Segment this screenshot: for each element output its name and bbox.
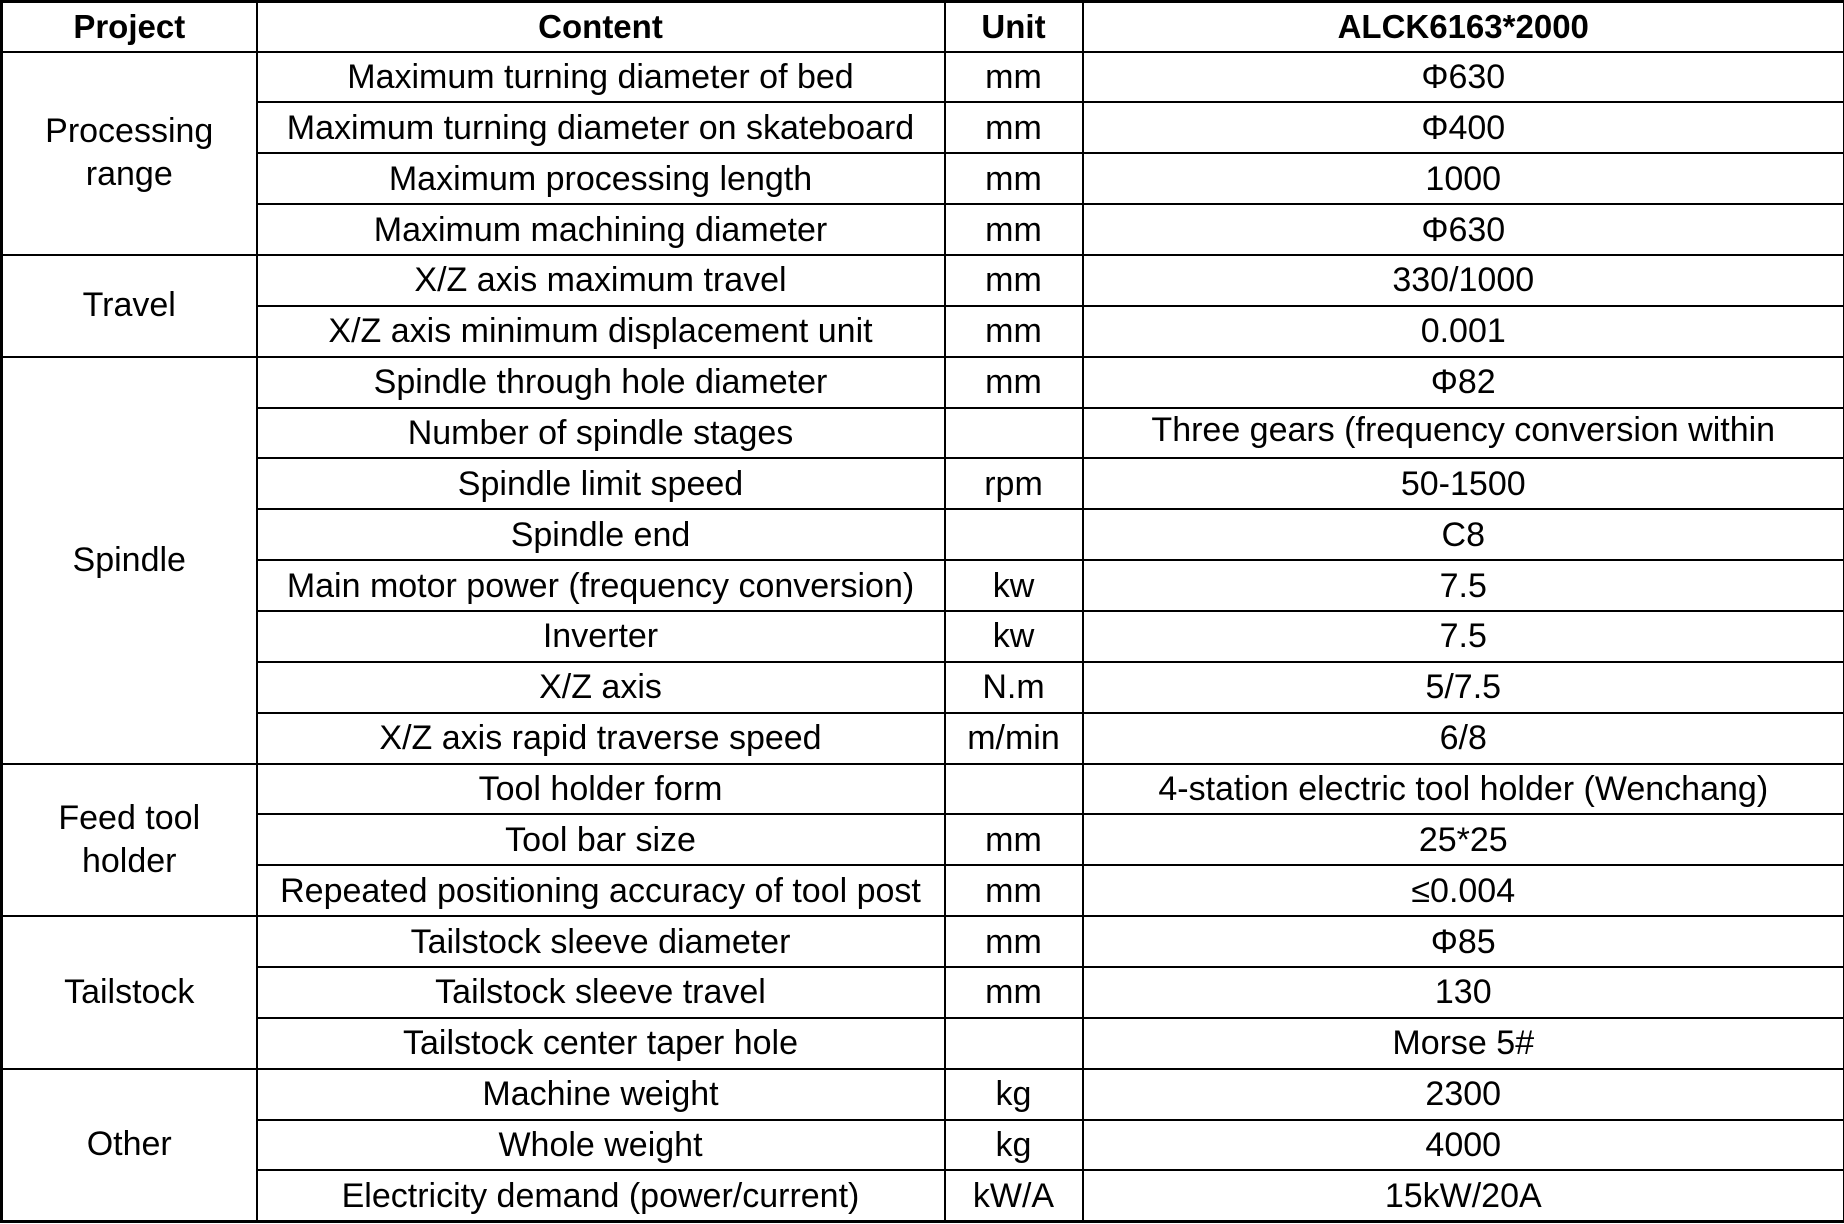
table-row	[2, 967, 1844, 1018]
content-cell: Machine weight	[257, 1069, 945, 1120]
table-row	[2, 764, 1844, 815]
unit-cell: mm	[945, 255, 1083, 306]
unit-cell: kW/A	[945, 1170, 1083, 1221]
content-cell: Number of spindle stages	[257, 408, 945, 459]
content-cell: Maximum processing length	[257, 153, 945, 204]
value-cell: C8	[1083, 509, 1844, 560]
unit-cell: mm	[945, 52, 1083, 103]
value-cell: 0.001	[1083, 306, 1844, 357]
unit-cell	[945, 764, 1083, 815]
spec-body	[2, 52, 1844, 1222]
unit-cell: kg	[945, 1120, 1083, 1171]
table-row	[2, 408, 1844, 459]
table-row	[2, 865, 1844, 916]
header-project: Project	[2, 2, 257, 52]
unit-cell: mm	[945, 967, 1083, 1018]
value-cell: 25*25	[1083, 814, 1844, 865]
unit-cell	[945, 408, 1083, 459]
header-row	[2, 2, 1844, 52]
unit-cell: mm	[945, 814, 1083, 865]
value-cell: Φ85	[1083, 916, 1844, 967]
value-cell: Φ400	[1083, 102, 1844, 153]
table-row	[2, 1069, 1844, 1120]
content-cell: Maximum turning diameter on skateboard	[257, 102, 945, 153]
unit-cell: kw	[945, 560, 1083, 611]
content-cell: Tool holder form	[257, 764, 945, 815]
table-row	[2, 102, 1844, 153]
value-cell: Φ630	[1083, 204, 1844, 255]
unit-cell: kw	[945, 611, 1083, 662]
table-row	[2, 916, 1844, 967]
content-cell: Maximum turning diameter of bed	[257, 52, 945, 103]
content-cell: Electricity demand (power/current)	[257, 1170, 945, 1221]
value-cell: 330/1000	[1083, 255, 1844, 306]
table-row	[2, 52, 1844, 103]
value-cell: 4-station electric tool holder (Wenchang)	[1083, 764, 1844, 815]
value-cell: 7.5	[1083, 560, 1844, 611]
content-cell: Maximum machining diameter	[257, 204, 945, 255]
table-row	[2, 255, 1844, 306]
unit-cell: mm	[945, 865, 1083, 916]
content-cell: Repeated positioning accuracy of tool post	[257, 865, 945, 916]
content-cell: Tailstock sleeve travel	[257, 967, 945, 1018]
content-cell: Spindle limit speed	[257, 458, 945, 509]
table-row	[2, 814, 1844, 865]
unit-cell: rpm	[945, 458, 1083, 509]
unit-cell: m/min	[945, 713, 1083, 764]
unit-cell: N.m	[945, 662, 1083, 713]
content-cell: X/Z axis maximum travel	[257, 255, 945, 306]
table-row	[2, 1018, 1844, 1069]
table-row	[2, 357, 1844, 408]
unit-cell: mm	[945, 153, 1083, 204]
value-cell: Three gears (frequency conversion within	[1083, 408, 1844, 459]
value-cell: 2300	[1083, 1069, 1844, 1120]
value-cell: Φ82	[1083, 357, 1844, 408]
project-cell: Travel	[2, 255, 257, 357]
table-row	[2, 662, 1844, 713]
project-cell: Tailstock	[2, 916, 257, 1069]
table-row	[2, 204, 1844, 255]
value-cell: Morse 5#	[1083, 1018, 1844, 1069]
table-row	[2, 611, 1844, 662]
value-cell: 5/7.5	[1083, 662, 1844, 713]
unit-cell: kg	[945, 1069, 1083, 1120]
value-cell: ≤0.004	[1083, 865, 1844, 916]
unit-cell: mm	[945, 204, 1083, 255]
header-model: ALCK6163*2000	[1083, 2, 1844, 52]
content-cell: Spindle end	[257, 509, 945, 560]
content-cell: Tailstock sleeve diameter	[257, 916, 945, 967]
value-cell: 4000	[1083, 1120, 1844, 1171]
content-cell: Main motor power (frequency conversion)	[257, 560, 945, 611]
table-row	[2, 713, 1844, 764]
content-cell: Whole weight	[257, 1120, 945, 1171]
table-row	[2, 560, 1844, 611]
table-row	[2, 1120, 1844, 1171]
unit-cell: mm	[945, 102, 1083, 153]
value-cell: Φ630	[1083, 52, 1844, 103]
content-cell: Inverter	[257, 611, 945, 662]
content-cell: X/Z axis	[257, 662, 945, 713]
content-cell: X/Z axis rapid traverse speed	[257, 713, 945, 764]
unit-cell	[945, 509, 1083, 560]
value-cell: 7.5	[1083, 611, 1844, 662]
content-cell: Spindle through hole diameter	[257, 357, 945, 408]
project-cell: Feed tool holder	[2, 764, 257, 917]
project-cell: Other	[2, 1069, 257, 1222]
table-row	[2, 1170, 1844, 1221]
content-cell: Tailstock center taper hole	[257, 1018, 945, 1069]
value-cell: 6/8	[1083, 713, 1844, 764]
table-row	[2, 509, 1844, 560]
unit-cell: mm	[945, 357, 1083, 408]
value-cell: 1000	[1083, 153, 1844, 204]
unit-cell: mm	[945, 916, 1083, 967]
header-unit: Unit	[945, 2, 1083, 52]
table-row	[2, 153, 1844, 204]
table-row	[2, 306, 1844, 357]
value-cell: 130	[1083, 967, 1844, 1018]
project-cell: Spindle	[2, 357, 257, 764]
unit-cell	[945, 1018, 1083, 1069]
project-cell: Processing range	[2, 52, 257, 255]
value-cell: 15kW/20A	[1083, 1170, 1844, 1221]
content-cell: Tool bar size	[257, 814, 945, 865]
header-content: Content	[257, 2, 945, 52]
content-cell: X/Z axis minimum displacement unit	[257, 306, 945, 357]
table-row	[2, 458, 1844, 509]
value-cell: 50-1500	[1083, 458, 1844, 509]
unit-cell: mm	[945, 306, 1083, 357]
